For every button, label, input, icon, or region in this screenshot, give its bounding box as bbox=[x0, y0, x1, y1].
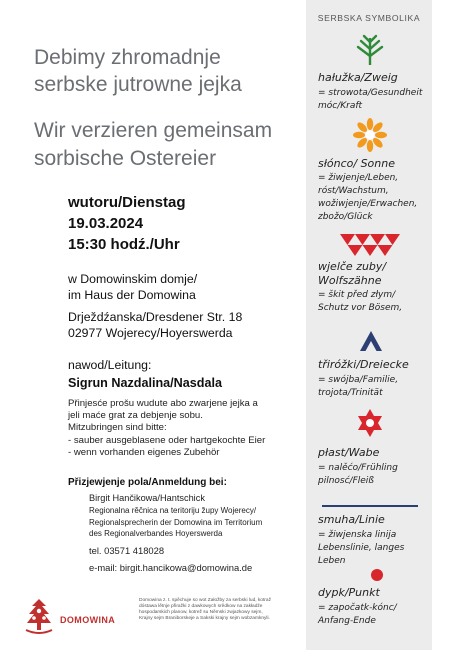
org-line: Regionalna rěčnica na teritoriju župy Wojerecy/ bbox=[89, 506, 257, 515]
symbol-name-line: smuha/Linie bbox=[318, 513, 385, 526]
desc-line: = žiwjenje/Leben, bbox=[318, 173, 399, 183]
honeycomb-icon bbox=[356, 408, 384, 438]
line-icon bbox=[322, 505, 418, 507]
sidebar-heading: SERBSKA SYMBOLIKA bbox=[317, 13, 421, 23]
desc-line: Lebenslinie, langes bbox=[318, 543, 405, 553]
desc-line: móc/Kraft bbox=[318, 101, 363, 111]
event-date: 19.03.2024 bbox=[68, 215, 144, 232]
symbol-name-triangles: třiróžki/Dreiecke bbox=[318, 358, 409, 371]
symbol-name-dot: dypk/Punkt bbox=[318, 586, 380, 599]
desc-line: róst/Wachstum, bbox=[318, 186, 389, 196]
desc-line: wožiwjenje/Erwachen, bbox=[318, 199, 418, 209]
event-date-block bbox=[68, 192, 186, 255]
desc-line: Anfang-Ende bbox=[318, 616, 376, 626]
name-line: wjelče zuby/ bbox=[318, 260, 387, 273]
symbol-name-twig: hałužka/Zweig bbox=[318, 71, 398, 84]
symbol-desc-twig bbox=[318, 87, 422, 113]
symbol-name-wolf-teeth bbox=[318, 260, 386, 288]
symbol-desc-line bbox=[318, 529, 404, 568]
title-sorbian-line-1: Debimy zhromadnje bbox=[34, 46, 221, 69]
registration-title: Přizjewjenje pola/Anmeldung bei: bbox=[68, 477, 227, 488]
twig-icon bbox=[355, 34, 385, 66]
registration-phone: tel. 03571 418028 bbox=[89, 545, 165, 556]
symbol-desc-sun bbox=[318, 172, 417, 224]
org-line: des Regionalverbandes Hoyerswerda bbox=[89, 529, 223, 538]
desc-line: = nalěćo/Frühling bbox=[318, 463, 398, 473]
desc-line: pilnosć/Fleiß bbox=[318, 476, 374, 486]
desc-line: = započatk-kónc/ bbox=[318, 603, 397, 613]
address bbox=[68, 309, 242, 341]
registration-org bbox=[89, 505, 319, 540]
dot-icon bbox=[370, 568, 384, 582]
desc-line: = žiwjenska linija bbox=[318, 530, 397, 540]
registration-contact-name: Birgit Hančikowa/Hantschick bbox=[89, 493, 205, 503]
symbol-desc-triangles bbox=[318, 374, 398, 400]
footer-line: dóstawa lětnje přiražki z dawkowych srědkow na zakładźe bbox=[139, 604, 263, 609]
footer-funding-note bbox=[139, 598, 303, 622]
registration-email[interactable]: e-mail: birgit.hancikowa@domowina.de bbox=[89, 562, 253, 573]
venue-line-1: w Domowinskim domje/ bbox=[68, 272, 198, 286]
leadership-name: Sigrun Nazdalina/Nasdala bbox=[68, 376, 222, 390]
desc-line: trojota/Trinität bbox=[318, 388, 383, 398]
desc-line: Schutz vor Bösem, bbox=[318, 303, 403, 313]
footer-line: Krajny sejm Braniborskeje a Sakski krajny sejm wobzamknyli. bbox=[139, 616, 270, 621]
address-line-1: Drježdźanska/Dresdener Str. 18 bbox=[68, 310, 243, 324]
title-german bbox=[34, 117, 319, 173]
sun-icon bbox=[353, 118, 387, 152]
event-day: wutoru/Dienstag bbox=[68, 194, 186, 211]
wolf-teeth-icon bbox=[340, 232, 400, 258]
triangle-icon bbox=[359, 330, 383, 352]
desc-line: = škit před złym/ bbox=[318, 290, 396, 300]
symbol-name-honeycomb: płast/Wabe bbox=[318, 446, 380, 459]
note-line: Mitzubringen sind bitte: bbox=[68, 422, 167, 434]
desc-line: = swójba/Familie, bbox=[318, 375, 399, 385]
name-line: Wolfszähne bbox=[318, 274, 382, 287]
note-line: jeli maće grat za debjenje sobu. bbox=[68, 410, 203, 422]
note-line: - wenn vorhanden eigenes Zubehör bbox=[68, 446, 220, 458]
title-german-line-1: Wir verzieren gemeinsam bbox=[34, 119, 273, 142]
footer-line: Domowina z. t. spěchuje so wot Załožby za serbski lud, kotraž bbox=[139, 598, 271, 603]
desc-line: Leben bbox=[318, 556, 346, 566]
venue bbox=[68, 271, 197, 303]
org-line: Regionalsprecherin der Domowina im Territorium bbox=[89, 517, 263, 527]
desc-line: zbožo/Glück bbox=[318, 212, 373, 222]
domowina-logo-text: DOMOWINA bbox=[60, 615, 116, 625]
desc-line: = strowota/Gesundheit bbox=[318, 88, 423, 98]
note-line: - sauber ausgeblasene oder hartgekochte Eier bbox=[68, 434, 266, 446]
leadership-label: nawod/Leitung: bbox=[68, 358, 152, 372]
address-line-2: 02977 Wojerecy/Hoyerswerda bbox=[68, 326, 233, 340]
symbol-name-sun: słónco/ Sonne bbox=[318, 157, 395, 170]
title-german-line-2: sorbische Ostereier bbox=[34, 147, 217, 170]
symbol-desc-dot bbox=[318, 602, 397, 628]
domowina-logo-icon bbox=[22, 596, 56, 636]
note-line: Přinjesće prošu wudute abo zwarjene jejka a bbox=[68, 398, 258, 409]
title-sorbian bbox=[34, 44, 304, 98]
venue-line-2: im Haus der Domowina bbox=[68, 288, 196, 302]
symbol-desc-wolf-teeth bbox=[318, 289, 402, 315]
symbol-desc-honeycomb bbox=[318, 462, 398, 488]
event-time: 15:30 hodź./Uhr bbox=[68, 236, 180, 253]
footer-line: hospodarskich planow, kotrež su Němski zwjazkowy sejm, bbox=[139, 610, 263, 615]
bring-along-note bbox=[68, 398, 300, 459]
title-sorbian-line-2: serbske jutrowne jejka bbox=[34, 73, 242, 96]
